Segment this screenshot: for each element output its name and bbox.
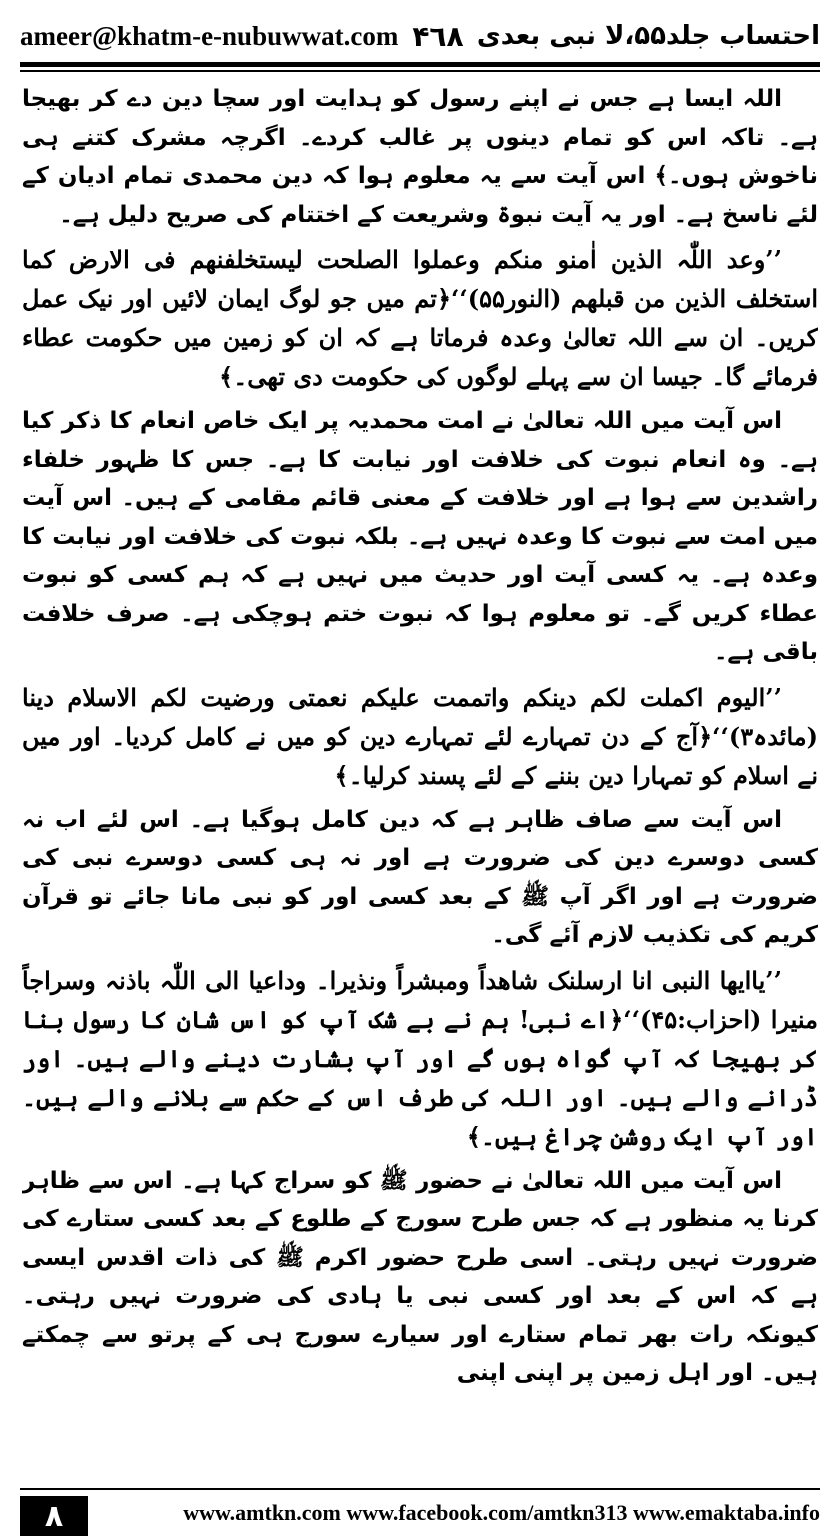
page-header [20, 14, 820, 58]
verse-paragraph-2: ’’الیوم اکملت لکم دینکم واتممت علیکم نعمتی ورضیت لکم الاسلام دینا (مائدہ۳)‘‘﴿آج کے دن تمہارے لئے تمہارے دین کو میں نے کامل کردیا۔ اور میں نے اسلام کو تمہارا دین بننے کے لئے پسند کرلیا۔﴾ [22, 682, 818, 790]
verse-paragraph-1: ’’وعد اللّٰہ الذین اٰمنو منکم وعملوا الصلحت لیستخلفنھم فی الارض کما استخلف الذین من قبلھم (النور۵۵)‘‘﴿تم میں جو لوگ ایمان لائیں اور نیک عمل کریں۔ ان سے اللہ تعالیٰ وعدہ فرماتا ہے کہ ان کو زمین میں حکومت عطاء فرمائے گا۔ جیسا ان سے پہلے لوگوں کی حکومت دی تھی۔﴾ [22, 245, 818, 391]
page-body [22, 80, 818, 1466]
header-email: ameer@khatm-e-nubuwwat.com [20, 20, 399, 51]
footer-links[interactable]: www.amtkn.com www.facebook.com/amtkn313 www.emaktaba.info [183, 1500, 820, 1525]
footer-page-number: ۸ [20, 1496, 88, 1536]
page-footer [20, 1488, 820, 1538]
verse-paragraph-3: ’’یاایھا النبی انا ارسلنک شاھداً ومبشراً ونذیرا۔ وداعیا الی اللّٰہ باذنہ وسراجاً منیرا (احزاب:۴۵)‘‘﴿اے نبی! ہم نے بے شک آپ کو اس شان کا رسول بنا کر بھیجا کہ آپ گواہ ہوں گے اور آپ بشارت دینے والے ہیں۔ اور ڈرانے والے ہیں۔ اور اللہ کی طرف اس کے حکم سے بلانے والے ہیں۔ اور آپ ایک روشن چراغ ہیں۔﴾ [22, 965, 818, 1151]
header-rule-thin [20, 70, 820, 72]
paragraph-2: اس آیت میں اللہ تعالیٰ نے امت محمدیہ پر ایک خاص انعام کا ذکر کیا ہے۔ وہ انعام نبوت کی خلافت اور نیابت کا ہے۔ جس کا ظہور خلفاء راشدین سے ہوا ہے اور خلافت کے معنی قائم مقامی کے ہیں۔ اس آیت میں امت سے نبوت کا وعدہ نہیں ہے۔ بلکہ نبوت کی خلافت اور نیابت کا وعدہ ہے۔ یہ کسی آیت اور حدیث میں نہیں ہے کہ ہم کسی کو نبوت عطاء کریں گے۔ تو معلوم ہوا کہ نبوت ختم ہوچکی ہے۔ صرف خلافت باقی ہے۔ [22, 408, 818, 665]
header-rule-thick [20, 62, 820, 67]
paragraph-4: اس آیت میں اللہ تعالیٰ نے حضور ﷺ کو سراج کہا ہے۔ اس سے ظاہر کرنا یہ منظور ہے کہ جس طرح سورج کے طلوع کے بعد کسی ستارے کی ضرورت نہیں رہتی۔ اسی طرح حضور اکرم ﷺ کی ذات اقدس ایسی ہے کہ اس کے بعد اور کسی نبی یا ہادی کی ضرورت نہیں رہتی۔ کیونکہ رات بھر تمام ستارے اور سیارے سورج ہی کے پرتو سے چمکتے ہیں۔ اور اہل زمین پر اپنی اپنی [22, 1167, 818, 1386]
header-page-number: ۴٦٨ [412, 19, 464, 53]
header-title: احتساب جلد۵۵،لا نبی بعدی [476, 21, 820, 51]
paragraph-3: اس آیت سے صاف ظاہر ہے کہ دین کامل ہوگیا ہے۔ اس لئے اب نہ کسی دوسرے دین کی ضرورت ہے اور نہ ہی کسی دوسرے نبی کی ضرورت ہے اور اگر آپ ﷺ کے بعد کسی اور کو نبی مانا جائے تو قرآن کریم کی تکذیب لازم آئے گی۔ [22, 806, 818, 948]
header-left [20, 20, 464, 53]
paragraph-1: اللہ ایسا ہے جس نے اپنے رسول کو ہدایت اور سچا دین دے کر بھیجا ہے۔ تاکہ اس کو تمام دینوں پر غالب کردے۔ اگرچہ مشرک کتنے ہی ناخوش ہوں۔﴾ اس آیت سے یہ معلوم ہوا کہ دین محمدی تمام ادیان کے لئے ناسخ ہے۔ اور یہ آیت نبوۃ وشریعت کے اختتام کی صریح دلیل ہے۔ [22, 86, 818, 228]
